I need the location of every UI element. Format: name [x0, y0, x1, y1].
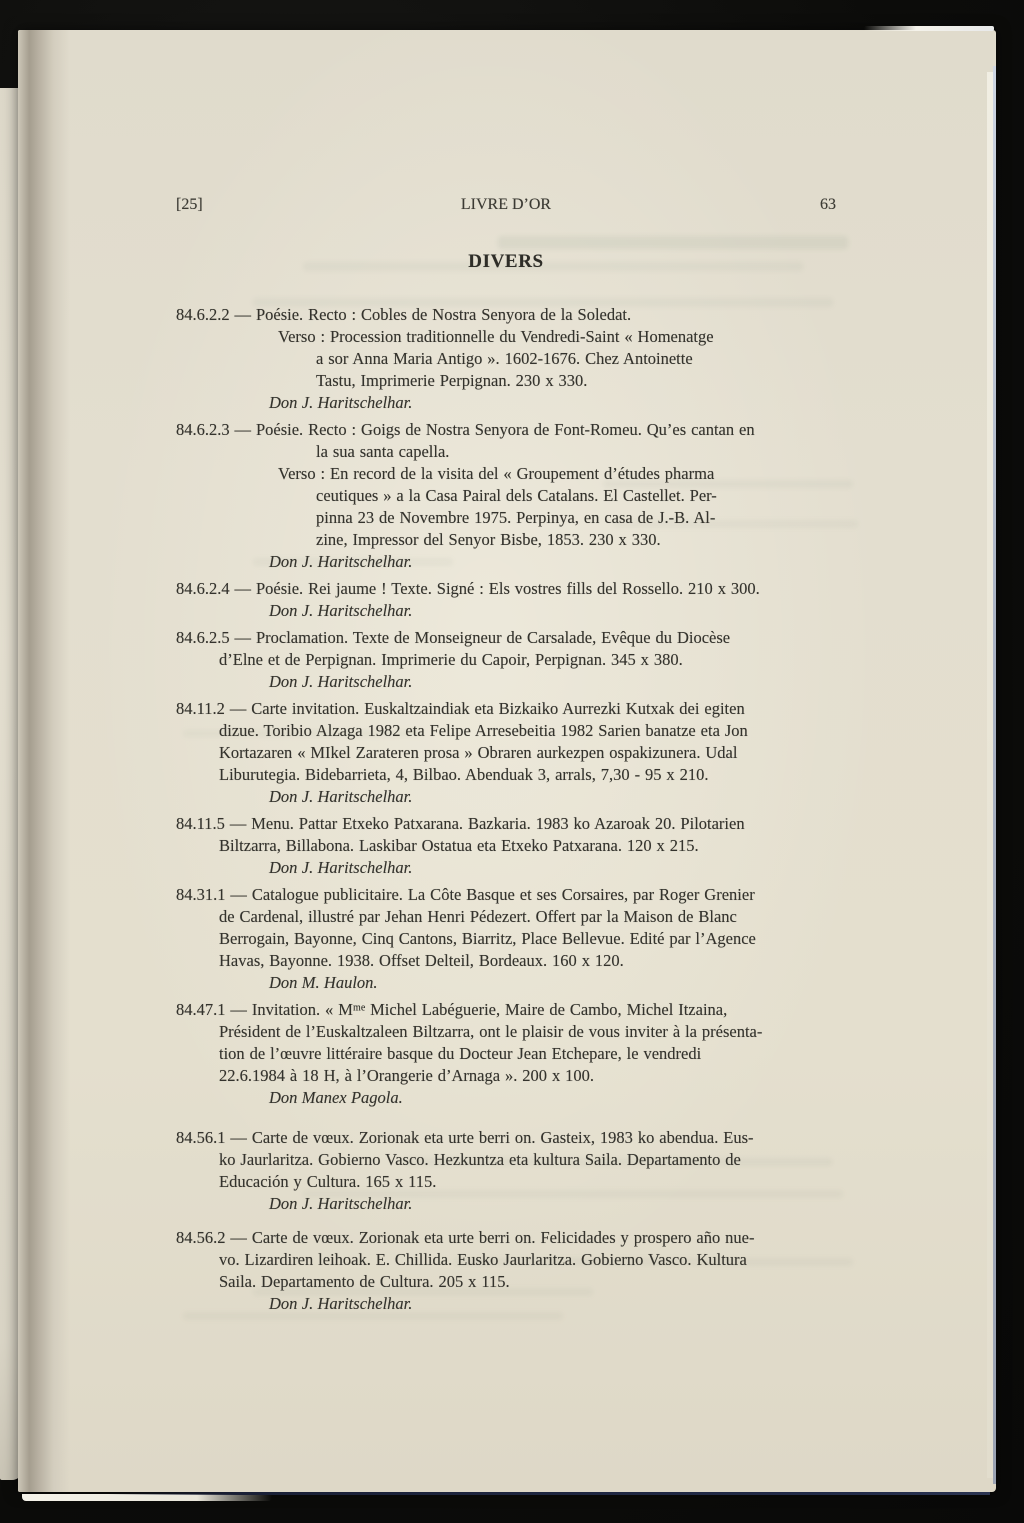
entry-line: Havas, Bayonne. 1938. Offset Delteil, Bordeaux. 160 x 120.	[219, 951, 624, 970]
entry-line: Berrogain, Bayonne, Cinq Cantons, Biarritz, Place Bellevue. Edité par l’Agence	[219, 929, 756, 948]
page-bottom-edge-line	[108, 1492, 990, 1495]
donor-line: Don J. Haritschelhar.	[269, 787, 413, 806]
running-title: LIVRE D’OR	[460, 196, 552, 213]
entry-line: vo. Lizardiren leihoak. E. Chillida. Eusko Jaurlaritza. Gobierno Vasco. Kultura	[219, 1250, 747, 1269]
entry-line: d’Elne et de Perpignan. Imprimerie du Capoir, Perpignan. 345 x 380.	[219, 650, 683, 669]
entry-line: a sor Anna Maria Antigo ». 1602-1676. Chez Antoinette	[316, 349, 693, 368]
entry-line: Président de l’Euskaltzaleen Biltzarra, ont le plaisir de vous inviter à la présenta-	[219, 1022, 763, 1041]
entry-line: zine, Impressor del Senyor Bisbe, 1853. 230 x 330.	[316, 530, 661, 549]
donor-line: Don Manex Pagola.	[269, 1088, 403, 1107]
donor-line: Don J. Haritschelhar.	[269, 1194, 413, 1213]
page-top-edge	[864, 26, 994, 31]
donor-line: Don J. Haritschelhar.	[269, 393, 413, 412]
catalog-entry	[176, 578, 836, 622]
entry-line: 84.6.2.3 — Poésie. Recto : Goigs de Nostra Senyora de Font-Romeu. Qu’es cantan en	[176, 420, 755, 439]
donor-line: Don J. Haritschelhar.	[269, 601, 413, 620]
entry-line: 84.6.2.5 — Proclamation. Texte de Monseigneur de Carsalade, Evêque du Diocèse	[176, 628, 731, 647]
entry-line: ceutiques » a la Casa Pairal dels Catalans. El Castellet. Per-	[316, 486, 717, 505]
entry-line: 84.11.2 — Carte invitation. Euskaltzaindiak eta Bizkaiko Aurrezki Kutxak dei egiten	[176, 699, 745, 718]
catalog-entry	[176, 1127, 836, 1215]
donor-line: Don J. Haritschelhar.	[269, 1294, 413, 1313]
entry-line: 84.6.2.2 — Poésie. Recto : Cobles de Nostra Senyora de la Soledat.	[176, 305, 632, 324]
entry-line: 84.31.1 — Catalogue publicitaire. La Côte Basque et ses Corsaires, par Roger Grenier	[176, 885, 755, 904]
donor-line: Don J. Haritschelhar.	[269, 672, 413, 691]
entry-line: Verso : En record de la visita del « Groupement d’études pharma	[278, 464, 715, 483]
entry-line: 84.11.5 — Menu. Pattar Etxeko Patxarana. Bazkaria. 1983 ko Azaroak 20. Pilotarien	[176, 814, 745, 833]
entry-line: Educación y Cultura. 165 x 115.	[219, 1172, 437, 1191]
entry-line: Tastu, Imprimerie Perpignan. 230 x 330.	[316, 371, 588, 390]
catalog-entry	[176, 884, 836, 994]
page-number: 63	[820, 196, 836, 213]
folio-number: [25]	[176, 196, 203, 213]
page-cut-edge-line	[993, 66, 996, 1484]
catalog-entry	[176, 698, 836, 808]
entry-line: 84.6.2.4 — Poésie. Rei jaume ! Texte. Signé : Els vostres fills del Rossello. 210 x 300.	[176, 579, 760, 598]
page-gutter-crease	[18, 30, 70, 1492]
page-text-block	[176, 194, 836, 1315]
entry-line: 84.56.1 — Carte de vœux. Zorionak eta urte berri on. Gasteix, 1983 ko abendua. Eus-	[176, 1128, 754, 1147]
entry-line: de Cardenal, illustré par Jehan Henri Pédezert. Offert par la Maison de Blanc	[219, 907, 737, 926]
entry-line: dizue. Toribio Alzaga 1982 eta Felipe Arresebeitia 1982 Sarien banatze eta Jon	[219, 721, 748, 740]
entry-line: Kortazaren « MIkel Zarateren prosa » Obraren aurkezpen ospakizunera. Udal	[219, 743, 738, 762]
entry-line: ko Jaurlaritza. Gobierno Vasco. Hezkuntza eta kultura Saila. Departamento de	[219, 1150, 741, 1169]
entry-line: Saila. Departamento de Cultura. 205 x 115.	[219, 1272, 510, 1291]
entry-line: Verso : Procession traditionnelle du Vendredi-Saint « Homenatge	[278, 327, 714, 346]
catalog-entry	[176, 813, 836, 879]
entry-line: 84.47.1 — Invitation. « Mᵐᵉ Michel Labéguerie, Maire de Cambo, Michel Itzaina,	[176, 1000, 728, 1019]
book-page	[18, 30, 996, 1492]
entry-line: la sua santa capella.	[316, 442, 450, 461]
page-header	[176, 194, 836, 216]
catalog-entry	[176, 999, 836, 1109]
catalog-entry	[176, 304, 836, 414]
entry-line: Biltzarra, Billabona. Laskibar Ostatua eta Etxeko Patxarana. 120 x 215.	[219, 836, 699, 855]
entry-list	[176, 304, 836, 1315]
entry-line: 84.56.2 — Carte de vœux. Zorionak eta urte berri on. Felicidades y prospero año nue-	[176, 1228, 755, 1247]
catalog-entry	[176, 1227, 836, 1315]
donor-line: Don M. Haulon.	[269, 973, 378, 992]
catalog-entry	[176, 419, 836, 573]
catalog-entry	[176, 627, 836, 693]
donor-line: Don J. Haritschelhar.	[269, 858, 413, 877]
entry-line: 22.6.1984 à 18 H, à l’Orangerie d’Arnaga ». 200 x 100.	[219, 1066, 595, 1085]
entry-line: tion de l’œuvre littéraire basque du Docteur Jean Etchepare, le vendredi	[219, 1044, 702, 1063]
section-title: DIVERS	[468, 251, 544, 272]
donor-line: Don J. Haritschelhar.	[269, 552, 413, 571]
entry-line: pinna 23 de Novembre 1975. Perpinya, en casa de J.-B. Al-	[316, 508, 716, 527]
page-bottom-edge	[22, 1494, 272, 1501]
entry-line: Liburutegia. Bidebarrieta, 4, Bilbao. Abenduak 3, arrals, 7,30 - 95 x 210.	[219, 765, 709, 784]
